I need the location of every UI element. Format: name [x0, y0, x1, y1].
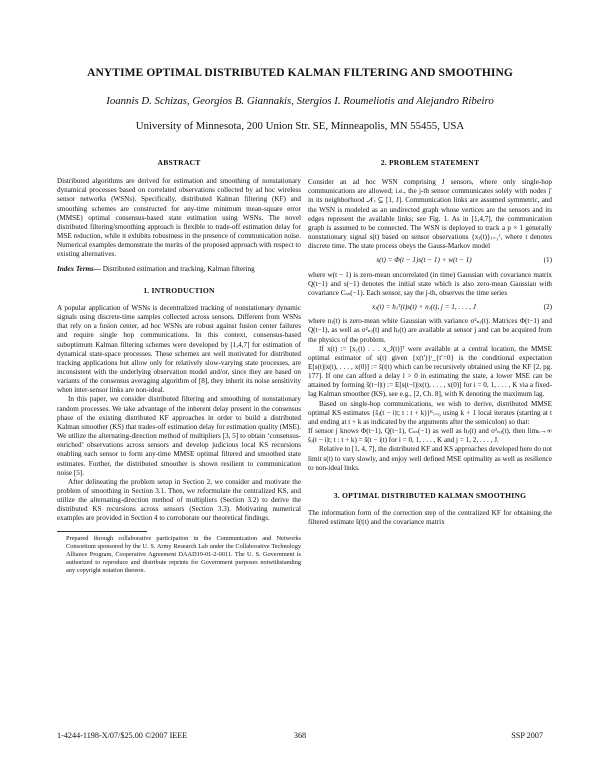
optimal-paragraph-1: The information form of the correction step of the centralized KF for obtaining the filtered estimate ŝ(t|t) and the covariance matrix [308, 509, 552, 527]
problem-paragraph-7: Relative to [1, 4, 7], the distributed KF and KS approaches developed here do not limit s(t) to vary slowly, and enjoy well defined MSE optimality as well as resilience to non-ideal links. [308, 445, 553, 472]
footer-page-number: 368 [293, 731, 307, 740]
intro-paragraph-3: After delineating the problem setup in Section 2, we consider and motivate the problem of smoothing in Section 3.1. Then, we reformulate the centralized KS, and utilize the alternating-direction method of multipliers (Section 3.2) to derive the distributed KS recursions across sensors (Section 3.3). Motivating numerical examples are provided in Section 4 to corroborate our theoretical findings. [57, 477, 301, 523]
abstract-text: Distributed algorithms are derived for estimation and smoothing of nonstationary dynamical processes based on correlated observations collected by ad hoc wireless sensor networks (WSNs). Specifically, distributed Kalman filtering (KF) and smoothing schemes are constructed for any-time minimum mean-square error (MMSE) optimal consensus-based state estimation using WSNs. The novel distributed filtering/smoothing approach is flexible to trade-off estimation delay for MSE reduction, while it exhibits robustness in the presence of communication noise. Numerical examples demonstrate the merits of the proposed approach with respect to existing alternatives. [57, 177, 301, 259]
footer-conference: SSP 2007 [511, 731, 543, 740]
affiliation: University of Minnesota, 200 Union Str. SE, Minneapolis, MN 55455, USA [135, 120, 465, 132]
equation-1-formula: s(t) = Φ(t − 1)s(t − 1) + w(t − 1) [376, 256, 472, 265]
paper-title: ANYTIME OPTIMAL DISTRIBUTED KALMAN FILTERING AND SMOOTHING [87, 67, 513, 79]
equation-1-number: (1) [543, 256, 552, 265]
problem-heading: 2. PROBLEM STATEMENT [380, 158, 480, 167]
problem-paragraph-3: where nⱼ(t) is zero-mean white Gaussian with variance σ²ₙⱼ(t). Matrices Φ(t−1) and Q(t−1), as well as σ²ₙⱼ(t) and hⱼ(t) are available at sensor j and can be acquired from the physics of the problem. [308, 317, 552, 344]
equation-2-number: (2) [543, 303, 552, 312]
problem-paragraph-5: Based on single-hop communications, we wish to derive, distributed MMSE optimal KS estimates {ŝⱼ(t − i|t; t : t + k)}ᴷᵢ₌₀ using k + 1 local iterates (starting at t and ending at t + k as indicated by the arguments after the semicolon) so that: [308, 399, 552, 426]
right-column [308, 158, 552, 527]
problem-paragraph-1: Consider an ad hoc WSN comprising J sensors, where only single-hop communications are allowed; i.e., the j-th sensor communicates solely with nodes j′ in its neighborhood 𝒩ⱼ ⊆ [1, J]. Communication links are assumed symmetric, and the WSN is modeled as an undirected graph whose vertices are the sensors and its edges represent the available links; see Fig. 1. As in [1,4,7], the communication graph is assumed to be connected. The WSN is deployed to track a p × 1 generally nonstationary signal s(t) based on sensor observations {xⱼ(t)}ⱼ₌₁ᴶ, where t denotes discrete time. The state process obeys the Gauss-Markov model [308, 178, 552, 251]
problem-paragraph-2: where w(t − 1) is zero-mean uncorrelated (in time) Gaussian with covariance matrix Q(t−1) and s(−1) denotes the initial state which is also zero-mean Gaussian with covariance Cₛₛ(−1). Each sensor, say the j-th, observes the time series [308, 270, 552, 297]
left-column [57, 158, 301, 575]
intro-paragraph-1: A popular application of WSNs is decentralized tracking of nonstationary dynamic signals using discrete-time samples collected across sensors. Different from WSNs that rely on a fusion center, ad hoc WSNs are robust against fusion center failures and require single hop communications. In this context, consensus-based suboptimum Kalman filtering schemes were developed by [1,4,7] for estimation of dynamical state-space processes. These schemes are well motivated for distributed tracking applications but allow only for relatively slow-varying state processes, are inconsistent with the underlying observation model and/or, since they are based on variants of the consensus averaging algorithm of [8], they inherit its noise sensitivity when inter-sensor links are non-ideal. [57, 303, 301, 395]
equation-2 [308, 303, 552, 312]
author-list: Ioannis D. Schizas, Georgios B. Giannakis, Stergios I. Roumeliotis and Alejandro Ribeiro [106, 95, 494, 107]
optimal-smoothing-heading: 3. OPTIMAL DISTRIBUTED KALMAN SMOOTHING [333, 490, 527, 500]
abstract-heading: ABSTRACT [157, 158, 201, 167]
problem-paragraph-4: If x(t) := [x₁(t) . . . x_J(t)]ᵀ were available at a central location, the MMSE optimal estimator of s(t) given {x(t′)}ᵗ_{t′=0} is the conditional expectation E[s(t)|x(t), . . . , x(0)] := ŝ(t|t) which can be recursively obtained using the KF [2, pg. 177]. If one can afford a delay l > 0 in estimating the state, a lower MSE can be attained by forming ŝ(t−l|t) := E[s(t−l)|x(t), . . . , x(0)] for i = 0, 1, . . . , K via a fixed-lag Kalman smoother (KS), see e.g., [2, Ch. 8], with K denoting the maximum lag. [308, 344, 552, 399]
index-terms [57, 265, 301, 274]
footer-copyright: 1-4244-1198-X/07/$25.00 ©2007 IEEE [57, 731, 188, 740]
footnote: Prepared through collaborative participation in the Communication and Networks Consortium sponsored by the U. S. Army Research Lab under the Collaborative Technology Alliance Program, Cooperative Agreement DAAD19-01-2-0011. The U. S. Government is authorized to reproduce and distribute reprints for Government purposes notwithstanding any copyright notation thereon. [66, 534, 301, 575]
intro-heading: 1. INTRODUCTION [143, 285, 215, 295]
index-terms-label: Index Terms— [57, 264, 101, 273]
equation-2-formula: xⱼ(t) = hⱼᵀ(t)s(t) + nⱼ(t), j = 1, . . . , J [372, 303, 476, 312]
problem-paragraph-6: If sensor j knows Φ(t−1), Q(t−1), Cₛₛ(−1) as well as hⱼ(t) and σ²ₙⱼ(t), then limₖ→∞ ŝⱼ(t − i|t; t : t + k) = ŝ(t − i|t) for i = 0, 1, . . . , K and j = 1, 2, . . . , J. [308, 427, 552, 445]
equation-1 [308, 256, 552, 265]
index-terms-text: Distributed estimation and tracking, Kalman filtering [100, 264, 255, 273]
intro-paragraph-2: In this paper, we consider distributed filtering and smoothing of nonstationary random processes. We take advantage of the inherent delay present in the consensus phase of the existing distributed KF approaches in order to build a distributed Kalman smoother (KS) that trades-off estimation delay for estimation quality (MSE). We utilize the alternating-direction method of multipliers [3, 5] to obtain ‘consensus-enriched’ observations across sensors and develop judicious local KS recursions enabling each sensor to form any-time MMSE optimal filtered and smoothed state estimates. Further, the distributed smoother is shown resilient to communication noise [5]. [57, 395, 301, 477]
